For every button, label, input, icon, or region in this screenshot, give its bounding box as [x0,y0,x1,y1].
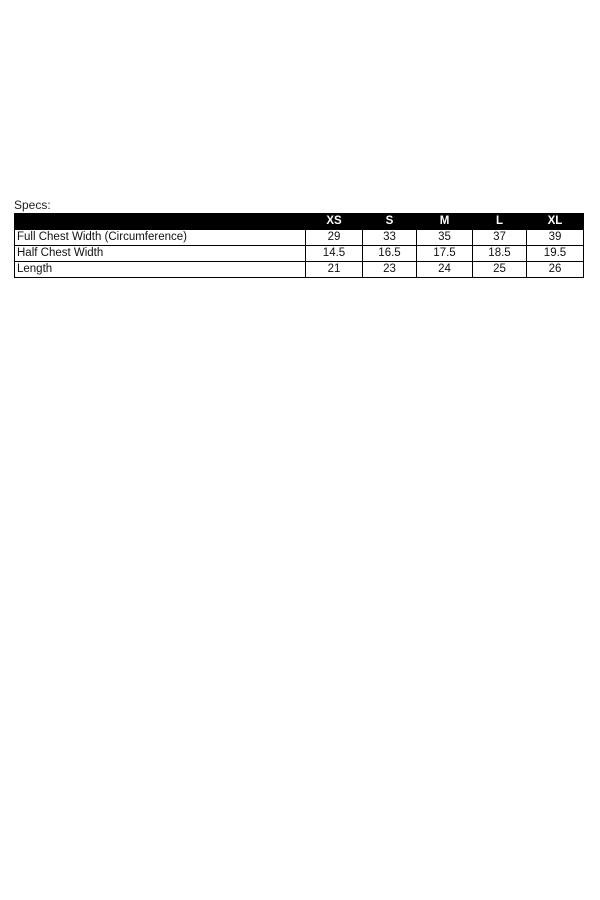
table-row [15,262,584,278]
table-cell: 29 [306,230,363,246]
size-spec-table [14,213,584,278]
table-row [15,246,584,262]
header-size-l: L [473,214,527,230]
table-cell: 18.5 [473,246,527,262]
table-cell: 25 [473,262,527,278]
header-size-xl: XL [527,214,584,230]
table-row [15,230,584,246]
row-label: Length [15,262,306,278]
specs-heading: Specs: [14,198,51,212]
table-cell: 14.5 [306,246,363,262]
header-row [15,214,584,230]
table-body [15,230,584,278]
header-size-m: M [417,214,473,230]
table-header [15,214,584,230]
table-cell: 39 [527,230,584,246]
header-size-xs: XS [306,214,363,230]
table-cell: 24 [417,262,473,278]
table-cell: 21 [306,262,363,278]
table-cell: 16.5 [363,246,417,262]
table-cell: 23 [363,262,417,278]
table-cell: 37 [473,230,527,246]
table-cell: 35 [417,230,473,246]
header-size-s: S [363,214,417,230]
table-cell: 19.5 [527,246,584,262]
table-cell: 17.5 [417,246,473,262]
row-label: Full Chest Width (Circumference) [15,230,306,246]
table-cell: 26 [527,262,584,278]
table-cell: 33 [363,230,417,246]
row-label: Half Chest Width [15,246,306,262]
header-label-cell [15,214,306,230]
